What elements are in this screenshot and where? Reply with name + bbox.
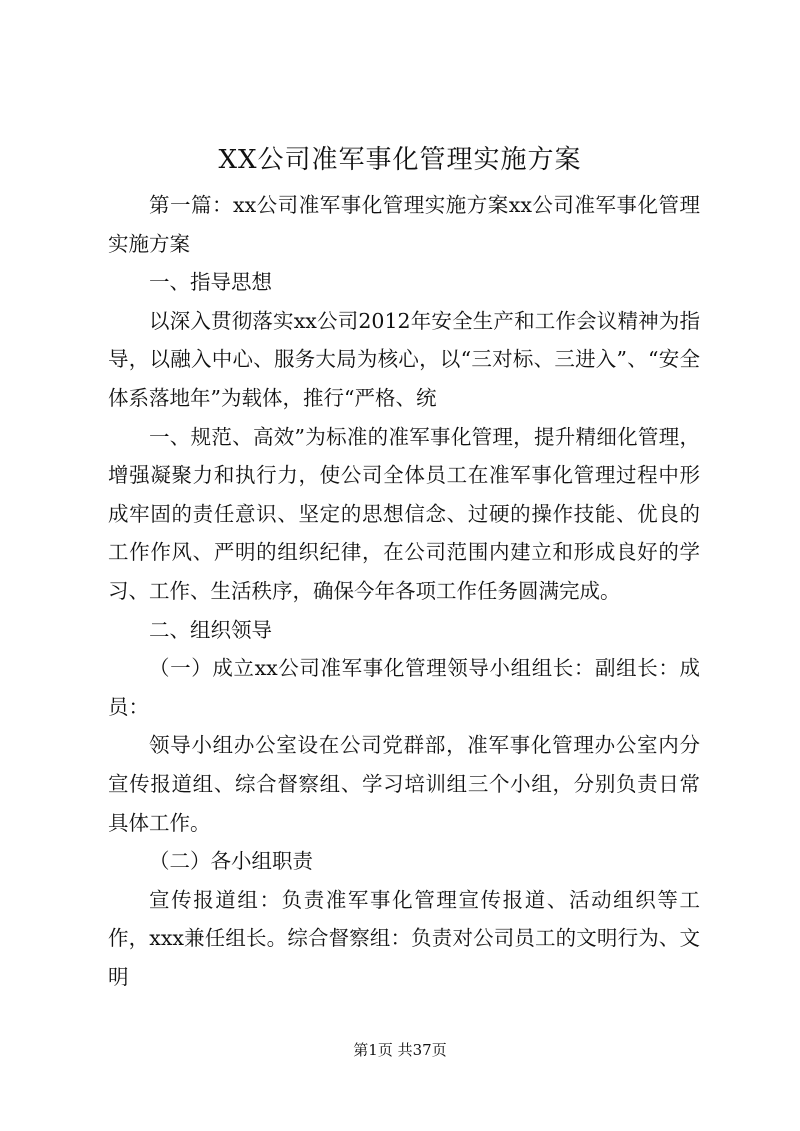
paragraph-7: 领导小组办公室设在公司党群部，准军事化管理办公室内分宣传报道组、综合督察组、学习培训组三个小组，分别负责日常具体工作。 [108, 733, 700, 835]
page-footer: 第1页 共37页 [353, 1041, 447, 1059]
paragraph-5: 二、组织领导 [149, 617, 272, 642]
document-title: XX公司准军事化管理实施方案 [218, 145, 582, 175]
paragraph-6: （一）成立xx公司准军事化管理领导小组组长：副组长：成员： [108, 656, 700, 719]
document-body [108, 186, 700, 996]
paragraph-4: 一、规范、高效”为标准的准军事化管理，提升精细化管理，增强凝聚力和执行力，使公司全体员工在准军事化管理过程中形成牢固的责任意识、坚定的思想信念、过硬的操作技能、优良的工作作风、严明的组织纪律，在公司范围内建立和形成良好的学习、工作、生活秩序，确保今年各项工作任务圆满完成。 [108, 424, 700, 603]
paragraph-1: 第一篇：xx公司准军事化管理实施方案xx公司准军事化管理实施方案 [108, 193, 700, 256]
paragraph-3: 以深入贯彻落实xx公司2012年安全生产和工作会议精神为指导，以融入中心、服务大局为核心，以“三对标、三进入”、“安全体系落地年”为载体，推行“严格、统 [108, 308, 700, 410]
paragraph-8: （二）各小组职责 [149, 849, 313, 874]
paragraph-9: 宣传报道组：负责准军事化管理宣传报道、活动组织等工作，xxx兼任组长。综合督察组：负责对公司员工的文明行为、文明 [108, 887, 700, 989]
paragraph-2: 一、指导思想 [149, 270, 272, 295]
